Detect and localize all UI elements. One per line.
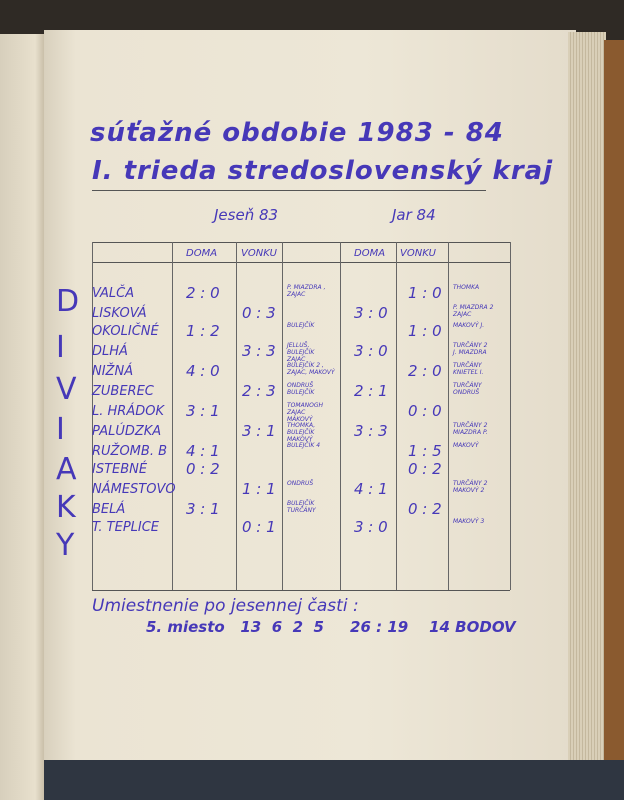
s-note-cell: P. MIAZDRA 2 ZAJAC xyxy=(453,304,494,318)
a-note-cell: BULEJČÍK xyxy=(287,322,315,329)
s-away-cell: 2 : 0 xyxy=(408,362,442,380)
a-home-cell: 4 : 0 xyxy=(186,362,220,380)
book-cover xyxy=(604,40,624,760)
team-cell: OKOLIČNÉ xyxy=(92,324,159,339)
a-note-cell: P. MIAZDRA , ZAJAC xyxy=(287,284,326,298)
s-note-cell: MAKOVÝ J. xyxy=(453,322,485,329)
a-note-cell: ONDRUŠ BULEJČÍK xyxy=(287,382,315,396)
background-cloth xyxy=(44,760,624,800)
team-cell: NIŽNÁ xyxy=(92,364,134,379)
s-away-cell: 0 : 0 xyxy=(408,402,442,420)
s-home-cell: 3 : 0 xyxy=(354,342,388,360)
col-header-away-autumn: VONKU xyxy=(241,248,277,259)
s-away-cell: 1 : 0 xyxy=(408,284,442,302)
table-bottom-line xyxy=(92,590,510,591)
s-note-cell: TURČÁNY 2 MAKOVÝ 2 xyxy=(453,480,488,494)
a-note-cell: JELLUŠ, BULEJČÍK ZAJAC xyxy=(287,342,315,363)
side-letter: V xyxy=(56,372,77,407)
s-home-cell: 3 : 0 xyxy=(354,304,388,322)
a-away-cell: 0 : 3 xyxy=(242,304,276,322)
a-away-cell: 3 : 1 xyxy=(242,422,276,440)
a-note-cell: BULEJČÍK TURČÁNY xyxy=(287,500,316,514)
col-border xyxy=(448,242,449,590)
spring-heading: Jar 84 xyxy=(392,206,436,224)
a-home-cell: 3 : 1 xyxy=(186,402,220,420)
s-note-cell: MAKOVÝ xyxy=(453,442,479,449)
a-note-cell: ONDRUŠ xyxy=(287,480,314,487)
summary-result: 5. miesto 13 6 2 5 26 : 19 14 BODOV xyxy=(146,618,516,636)
a-away-cell: 3 : 3 xyxy=(242,342,276,360)
team-cell: DLHÁ xyxy=(92,344,128,359)
team-cell: L. HRÁDOK xyxy=(92,404,164,419)
a-note-cell: TOMANOGH ZAJAC MAKOVÝ xyxy=(287,402,324,423)
page-edges xyxy=(568,32,606,767)
s-note-cell: TURČÁNY ONDRUŠ xyxy=(453,382,482,396)
team-cell: ISTEBNÉ xyxy=(92,462,148,477)
a-away-cell: 2 : 3 xyxy=(242,382,276,400)
left-page xyxy=(0,34,44,800)
col-border xyxy=(510,242,511,590)
team-cell: T. TEPLICE xyxy=(92,520,160,535)
col-border xyxy=(282,242,283,590)
col-border xyxy=(236,242,237,590)
col-header-away-spring: VONKU xyxy=(400,248,436,259)
s-note-cell: TURČÁNY KNIETEĽ I. xyxy=(453,362,484,376)
a-home-cell: 2 : 0 xyxy=(186,284,220,302)
col-border xyxy=(396,242,397,590)
s-home-cell: 2 : 1 xyxy=(354,382,388,400)
side-letter: D xyxy=(56,284,80,319)
team-cell: LISKOVÁ xyxy=(92,306,147,321)
s-note-cell: TURČÁNY 2 MIAZDRA P. xyxy=(453,422,488,436)
side-letter: A xyxy=(56,452,77,487)
col-header-home-autumn: DOMA xyxy=(186,248,218,259)
col-header-home-spring: DOMA xyxy=(354,248,386,259)
s-away-cell: 0 : 2 xyxy=(408,460,442,478)
title-line-2: I. trieda stredoslovenský kraj xyxy=(92,156,554,186)
a-home-cell: 4 : 1 xyxy=(186,442,220,460)
team-cell: ZUBEREC xyxy=(92,384,154,399)
title-underline xyxy=(92,190,486,191)
s-away-cell: 1 : 5 xyxy=(408,442,442,460)
a-home-cell: 3 : 1 xyxy=(186,500,220,518)
side-letter: I xyxy=(56,330,65,365)
team-cell: BELÁ xyxy=(92,502,126,517)
s-away-cell: 0 : 2 xyxy=(408,500,442,518)
col-border xyxy=(172,242,173,590)
side-letter: Y xyxy=(56,528,75,563)
s-note-cell: TURČÁNY 2 J. MIAZDRA xyxy=(453,342,488,356)
a-home-cell: 1 : 2 xyxy=(186,322,220,340)
a-note-cell: THOMKA, BULEJČÍK MAKOVÝ xyxy=(287,422,316,443)
team-cell: PALÚDZKA xyxy=(92,424,162,439)
a-note-cell: BULEJČÍK 2 , ZAJAC, MAKOVÝ xyxy=(287,362,335,376)
autumn-heading: Jeseň 83 xyxy=(214,206,279,224)
s-home-cell: 3 : 3 xyxy=(354,422,388,440)
side-letter: I xyxy=(56,412,65,447)
team-cell: NÁMESTOVO xyxy=(92,482,176,497)
summary-label: Umiestnenie po jesennej časti : xyxy=(92,596,359,616)
a-away-cell: 0 : 1 xyxy=(242,518,276,536)
a-away-cell: 1 : 1 xyxy=(242,480,276,498)
a-note-cell: BULEJČÍK 4 xyxy=(287,442,321,449)
s-home-cell: 4 : 1 xyxy=(354,480,388,498)
s-home-cell: 3 : 0 xyxy=(354,518,388,536)
s-away-cell: 1 : 0 xyxy=(408,322,442,340)
side-letter: K xyxy=(56,490,76,525)
col-border xyxy=(340,242,341,590)
team-cell: RUŽOMB. B xyxy=(92,444,168,459)
s-note-cell: MAKOVÝ 3 xyxy=(453,518,485,525)
title-line-1: súťažné obdobie 1983 - 84 xyxy=(90,118,504,148)
s-note-cell: THOMKA xyxy=(453,284,480,291)
team-cell: VALČA xyxy=(92,286,135,301)
a-home-cell: 0 : 2 xyxy=(186,460,220,478)
